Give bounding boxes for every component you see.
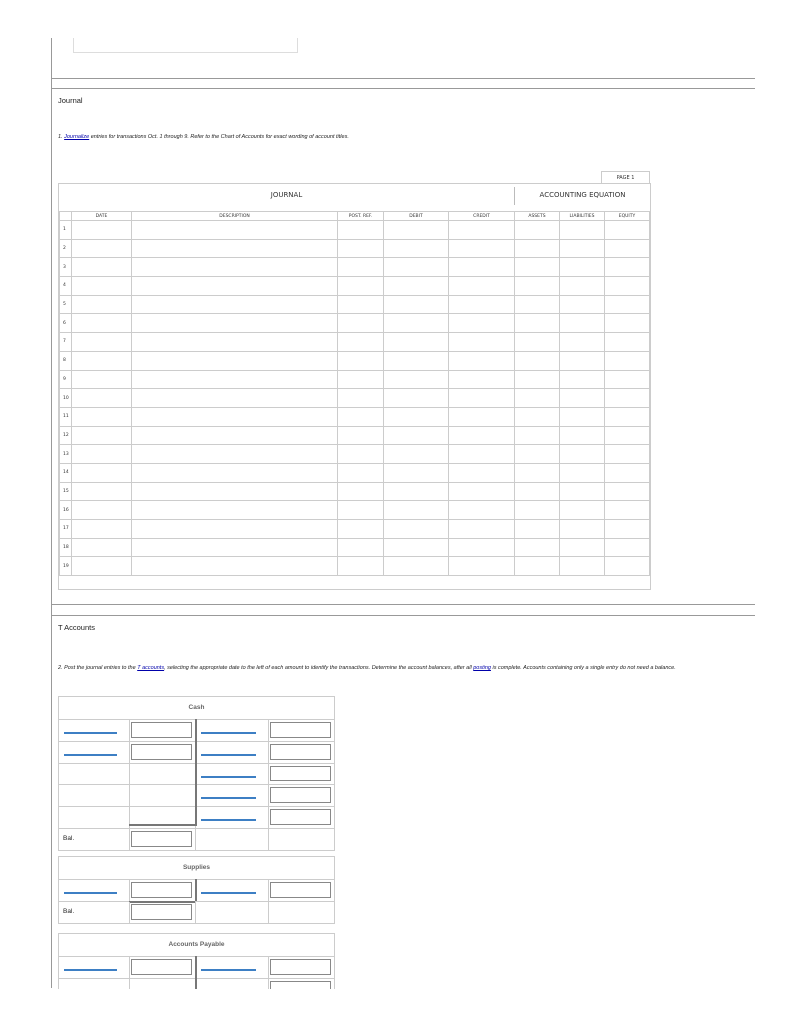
debit-cell[interactable] [384,258,449,277]
debit-cell[interactable] [384,389,449,408]
credit-cell[interactable] [449,538,515,557]
credit-cell[interactable] [449,258,515,277]
assets-cell[interactable] [515,557,560,576]
debit-cell[interactable] [384,314,449,333]
equity-cell[interactable] [605,239,650,258]
date-cell[interactable] [72,258,132,277]
description-cell[interactable] [132,221,338,240]
journal-row [60,407,650,426]
liabilities-cell[interactable] [560,482,605,501]
post-ref-cell[interactable] [338,407,384,426]
debit-amount-input[interactable] [131,882,192,898]
post-ref-cell[interactable] [338,501,384,520]
liabilities-cell[interactable] [560,351,605,370]
balance-row [59,829,334,850]
journal-row [60,295,650,314]
equity-cell[interactable] [605,482,650,501]
col-assets: ASSETS [515,212,560,221]
assets-cell[interactable] [515,482,560,501]
col-date: DATE [72,212,132,221]
credit-cell[interactable] [449,351,515,370]
debit-cell[interactable] [384,426,449,445]
t-accounts-instruction: 2. Post the journal entries to the T accounts, selecting the appropriate date to the left of each amount to identify the transactions. Determine the account balances, after all posting is complete. Accounts containing only a single entry do not need a balance. [58,665,676,671]
equity-cell[interactable] [605,389,650,408]
debit-cell[interactable] [384,370,449,389]
description-cell[interactable] [132,239,338,258]
description-cell[interactable] [132,482,338,501]
journal-row [60,333,650,352]
equity-cell[interactable] [605,295,650,314]
credit-cell[interactable] [449,426,515,445]
date-cell[interactable] [72,314,132,333]
divider [51,78,755,79]
date-select[interactable] [64,754,117,756]
credit-cell[interactable] [449,277,515,296]
post-ref-cell[interactable] [338,258,384,277]
liabilities-cell[interactable] [560,314,605,333]
col-equity: EQUITY [605,212,650,221]
journal-row [60,482,650,501]
page-label: PAGE 1 [601,171,650,184]
assets-cell[interactable] [515,295,560,314]
journal-heading: JOURNAL [270,191,303,199]
liabilities-cell[interactable] [560,221,605,240]
date-cell[interactable] [72,501,132,520]
date-select[interactable] [201,819,256,821]
credit-amount-input[interactable] [270,766,331,782]
t-accounts-link[interactable]: T accounts [137,665,165,671]
equation-heading: ACCOUNTING EQUATION [539,191,626,199]
journal-row [60,501,650,520]
debit-cell[interactable] [384,295,449,314]
debit-cell[interactable] [384,482,449,501]
journal-row [60,557,650,576]
row-number: 1 [60,221,72,240]
assets-cell[interactable] [515,314,560,333]
date-select[interactable] [201,892,256,894]
row-number: 2 [60,239,72,258]
credit-amount-input[interactable] [270,959,331,975]
equity-cell[interactable] [605,351,650,370]
journal-row [60,277,650,296]
row-number: 3 [60,258,72,277]
date-cell[interactable] [72,221,132,240]
t-account-divider [195,956,197,989]
post-ref-cell[interactable] [338,557,384,576]
date-cell[interactable] [72,426,132,445]
description-cell[interactable] [132,407,338,426]
divider [51,88,755,89]
description-cell[interactable] [132,333,338,352]
credit-cell[interactable] [449,333,515,352]
journal-row [60,258,650,277]
description-cell[interactable] [132,258,338,277]
description-cell[interactable] [132,351,338,370]
assets-cell[interactable] [515,463,560,482]
date-select[interactable] [64,892,117,894]
credit-cell[interactable] [449,389,515,408]
date-select[interactable] [201,754,256,756]
divider [51,615,755,616]
debit-cell[interactable] [384,538,449,557]
description-cell[interactable] [132,538,338,557]
row-number: 16 [60,501,72,520]
journal-row [60,351,650,370]
date-select[interactable] [201,776,256,778]
assets-cell[interactable] [515,370,560,389]
description-cell[interactable] [132,314,338,333]
credit-cell[interactable] [449,221,515,240]
row-number: 12 [60,426,72,445]
post-ref-cell[interactable] [338,333,384,352]
description-cell[interactable] [132,463,338,482]
description-cell[interactable] [132,389,338,408]
credit-cell[interactable] [449,501,515,520]
assets-cell[interactable] [515,501,560,520]
post-ref-cell[interactable] [338,221,384,240]
equity-cell[interactable] [605,370,650,389]
liabilities-cell[interactable] [560,295,605,314]
balance-label: Bal. [63,834,75,842]
post-ref-cell[interactable] [338,351,384,370]
debit-cell[interactable] [384,277,449,296]
description-cell[interactable] [132,557,338,576]
t-account-title: Accounts Payable [59,934,334,957]
credit-amount-input[interactable] [270,744,331,760]
journal-table [59,211,650,576]
liabilities-cell[interactable] [560,520,605,539]
equity-cell[interactable] [605,426,650,445]
post-ref-cell[interactable] [338,314,384,333]
journal-row [60,426,650,445]
credit-cell[interactable] [449,520,515,539]
col-post-ref: POST. REF. [338,212,384,221]
journal-row [60,314,650,333]
credit-cell[interactable] [449,239,515,258]
date-select[interactable] [64,969,117,971]
debit-cell[interactable] [384,445,449,464]
credit-amount-input[interactable] [270,882,331,898]
date-select[interactable] [201,732,256,734]
equity-cell[interactable] [605,258,650,277]
date-select[interactable] [64,732,117,734]
row-number: 18 [60,538,72,557]
posting-link[interactable]: posting [473,665,491,671]
debit-cell[interactable] [384,501,449,520]
credit-amount-input[interactable] [270,787,331,803]
assets-cell[interactable] [515,258,560,277]
debit-cell[interactable] [384,407,449,426]
row-number: 15 [60,482,72,501]
credit-cell[interactable] [449,314,515,333]
post-ref-cell[interactable] [338,445,384,464]
assets-cell[interactable] [515,407,560,426]
t-account-title: Cash [59,697,334,720]
assets-cell[interactable] [515,426,560,445]
t-account-divider [195,719,197,826]
balance-label: Bal. [63,907,75,915]
t-account-divider [195,879,197,901]
date-cell[interactable] [72,407,132,426]
divider [51,604,755,605]
liabilities-cell[interactable] [560,239,605,258]
description-cell[interactable] [132,445,338,464]
debit-cell[interactable] [384,221,449,240]
liabilities-cell[interactable] [560,389,605,408]
assets-cell[interactable] [515,389,560,408]
col-description: DESCRIPTION [132,212,338,221]
equity-cell[interactable] [605,314,650,333]
journal-row [60,520,650,539]
row-number: 14 [60,463,72,482]
liabilities-cell[interactable] [560,407,605,426]
credit-cell[interactable] [449,463,515,482]
credit-cell[interactable] [449,407,515,426]
credit-cell[interactable] [449,557,515,576]
equity-cell[interactable] [605,407,650,426]
t-account-supplies [58,856,335,924]
credit-cell[interactable] [449,370,515,389]
equity-cell[interactable] [605,501,650,520]
assets-cell[interactable] [515,333,560,352]
journal-row [60,239,650,258]
date-cell[interactable] [72,277,132,296]
description-cell[interactable] [132,277,338,296]
row-number: 5 [60,295,72,314]
row-number: 13 [60,445,72,464]
debit-cell[interactable] [384,557,449,576]
col-debit: DEBIT [384,212,449,221]
row-number: 8 [60,351,72,370]
assets-cell[interactable] [515,445,560,464]
post-ref-cell[interactable] [338,426,384,445]
debit-cell[interactable] [384,239,449,258]
debit-amount-input[interactable] [131,722,192,738]
row-number: 7 [60,333,72,352]
equity-cell[interactable] [605,277,650,296]
credit-cell[interactable] [449,445,515,464]
row-number: 11 [60,407,72,426]
t-account-accounts-payable [58,933,335,989]
date-select[interactable] [201,797,256,799]
description-cell[interactable] [132,426,338,445]
liabilities-cell[interactable] [560,463,605,482]
left-frame-border [51,38,52,988]
liabilities-cell[interactable] [560,277,605,296]
post-ref-cell[interactable] [338,482,384,501]
liabilities-cell[interactable] [560,426,605,445]
description-cell[interactable] [132,501,338,520]
balance-row [59,902,334,923]
date-cell[interactable] [72,295,132,314]
credit-amount-input[interactable] [270,981,331,989]
date-cell[interactable] [72,239,132,258]
assets-cell[interactable] [515,520,560,539]
description-cell[interactable] [132,370,338,389]
col-credit: CREDIT [449,212,515,221]
col-liabilities: LIABILITIES [560,212,605,221]
total-rule [129,824,195,826]
credit-amount-input[interactable] [270,722,331,738]
equity-cell[interactable] [605,333,650,352]
date-cell[interactable] [72,351,132,370]
liabilities-cell[interactable] [560,333,605,352]
assets-cell[interactable] [515,239,560,258]
liabilities-cell[interactable] [560,501,605,520]
date-cell[interactable] [72,520,132,539]
journal-table-container [58,183,651,590]
debit-cell[interactable] [384,463,449,482]
date-select[interactable] [201,969,256,971]
balance-input[interactable] [131,831,192,847]
journal-section-title: Journal [58,96,83,105]
row-number: 17 [60,520,72,539]
row-number: 4 [60,277,72,296]
post-ref-cell[interactable] [338,370,384,389]
debit-cell[interactable] [384,520,449,539]
journal-instruction: 1. Journalize entries for transactions Oct. 1 through 9. Refer to the Chart of Accounts for exact wording of account titles. [58,134,349,140]
date-cell[interactable] [72,370,132,389]
liabilities-cell[interactable] [560,258,605,277]
balance-input[interactable] [131,904,192,920]
journal-header-row [60,212,650,221]
equity-cell[interactable] [605,221,650,240]
date-cell[interactable] [72,463,132,482]
row-number: 10 [60,389,72,408]
credit-cell[interactable] [449,295,515,314]
liabilities-cell[interactable] [560,557,605,576]
equity-cell[interactable] [605,520,650,539]
debit-amount-input[interactable] [131,744,192,760]
credit-cell[interactable] [449,482,515,501]
t-accounts-section-title: T Accounts [58,623,95,632]
post-ref-cell[interactable] [338,295,384,314]
description-cell[interactable] [132,520,338,539]
post-ref-cell[interactable] [338,520,384,539]
post-ref-cell[interactable] [338,277,384,296]
journalize-link[interactable]: Journalize [64,134,90,140]
assets-cell[interactable] [515,538,560,557]
date-cell[interactable] [72,482,132,501]
assets-cell[interactable] [515,277,560,296]
credit-amount-input[interactable] [270,809,331,825]
equity-cell[interactable] [605,557,650,576]
liabilities-cell[interactable] [560,370,605,389]
journal-row [60,221,650,240]
t-account-title: Supplies [59,857,334,880]
date-cell[interactable] [72,389,132,408]
debit-amount-input[interactable] [131,959,192,975]
debit-cell[interactable] [384,351,449,370]
previous-section-box [73,38,298,53]
post-ref-cell[interactable] [338,538,384,557]
date-cell[interactable] [72,538,132,557]
post-ref-cell[interactable] [338,239,384,258]
date-cell[interactable] [72,333,132,352]
debit-cell[interactable] [384,333,449,352]
date-cell[interactable] [72,557,132,576]
liabilities-cell[interactable] [560,445,605,464]
assets-cell[interactable] [515,351,560,370]
liabilities-cell[interactable] [560,538,605,557]
description-cell[interactable] [132,295,338,314]
assets-cell[interactable] [515,221,560,240]
journal-row [60,538,650,557]
row-number: 6 [60,314,72,333]
equity-cell[interactable] [605,463,650,482]
journal-row [60,463,650,482]
journal-row [60,445,650,464]
t-account-cash [58,696,335,851]
row-number: 19 [60,557,72,576]
row-number: 9 [60,370,72,389]
date-cell[interactable] [72,445,132,464]
equity-cell[interactable] [605,445,650,464]
post-ref-cell[interactable] [338,389,384,408]
post-ref-cell[interactable] [338,463,384,482]
journal-row [60,370,650,389]
journal-row [60,389,650,408]
equity-cell[interactable] [605,538,650,557]
